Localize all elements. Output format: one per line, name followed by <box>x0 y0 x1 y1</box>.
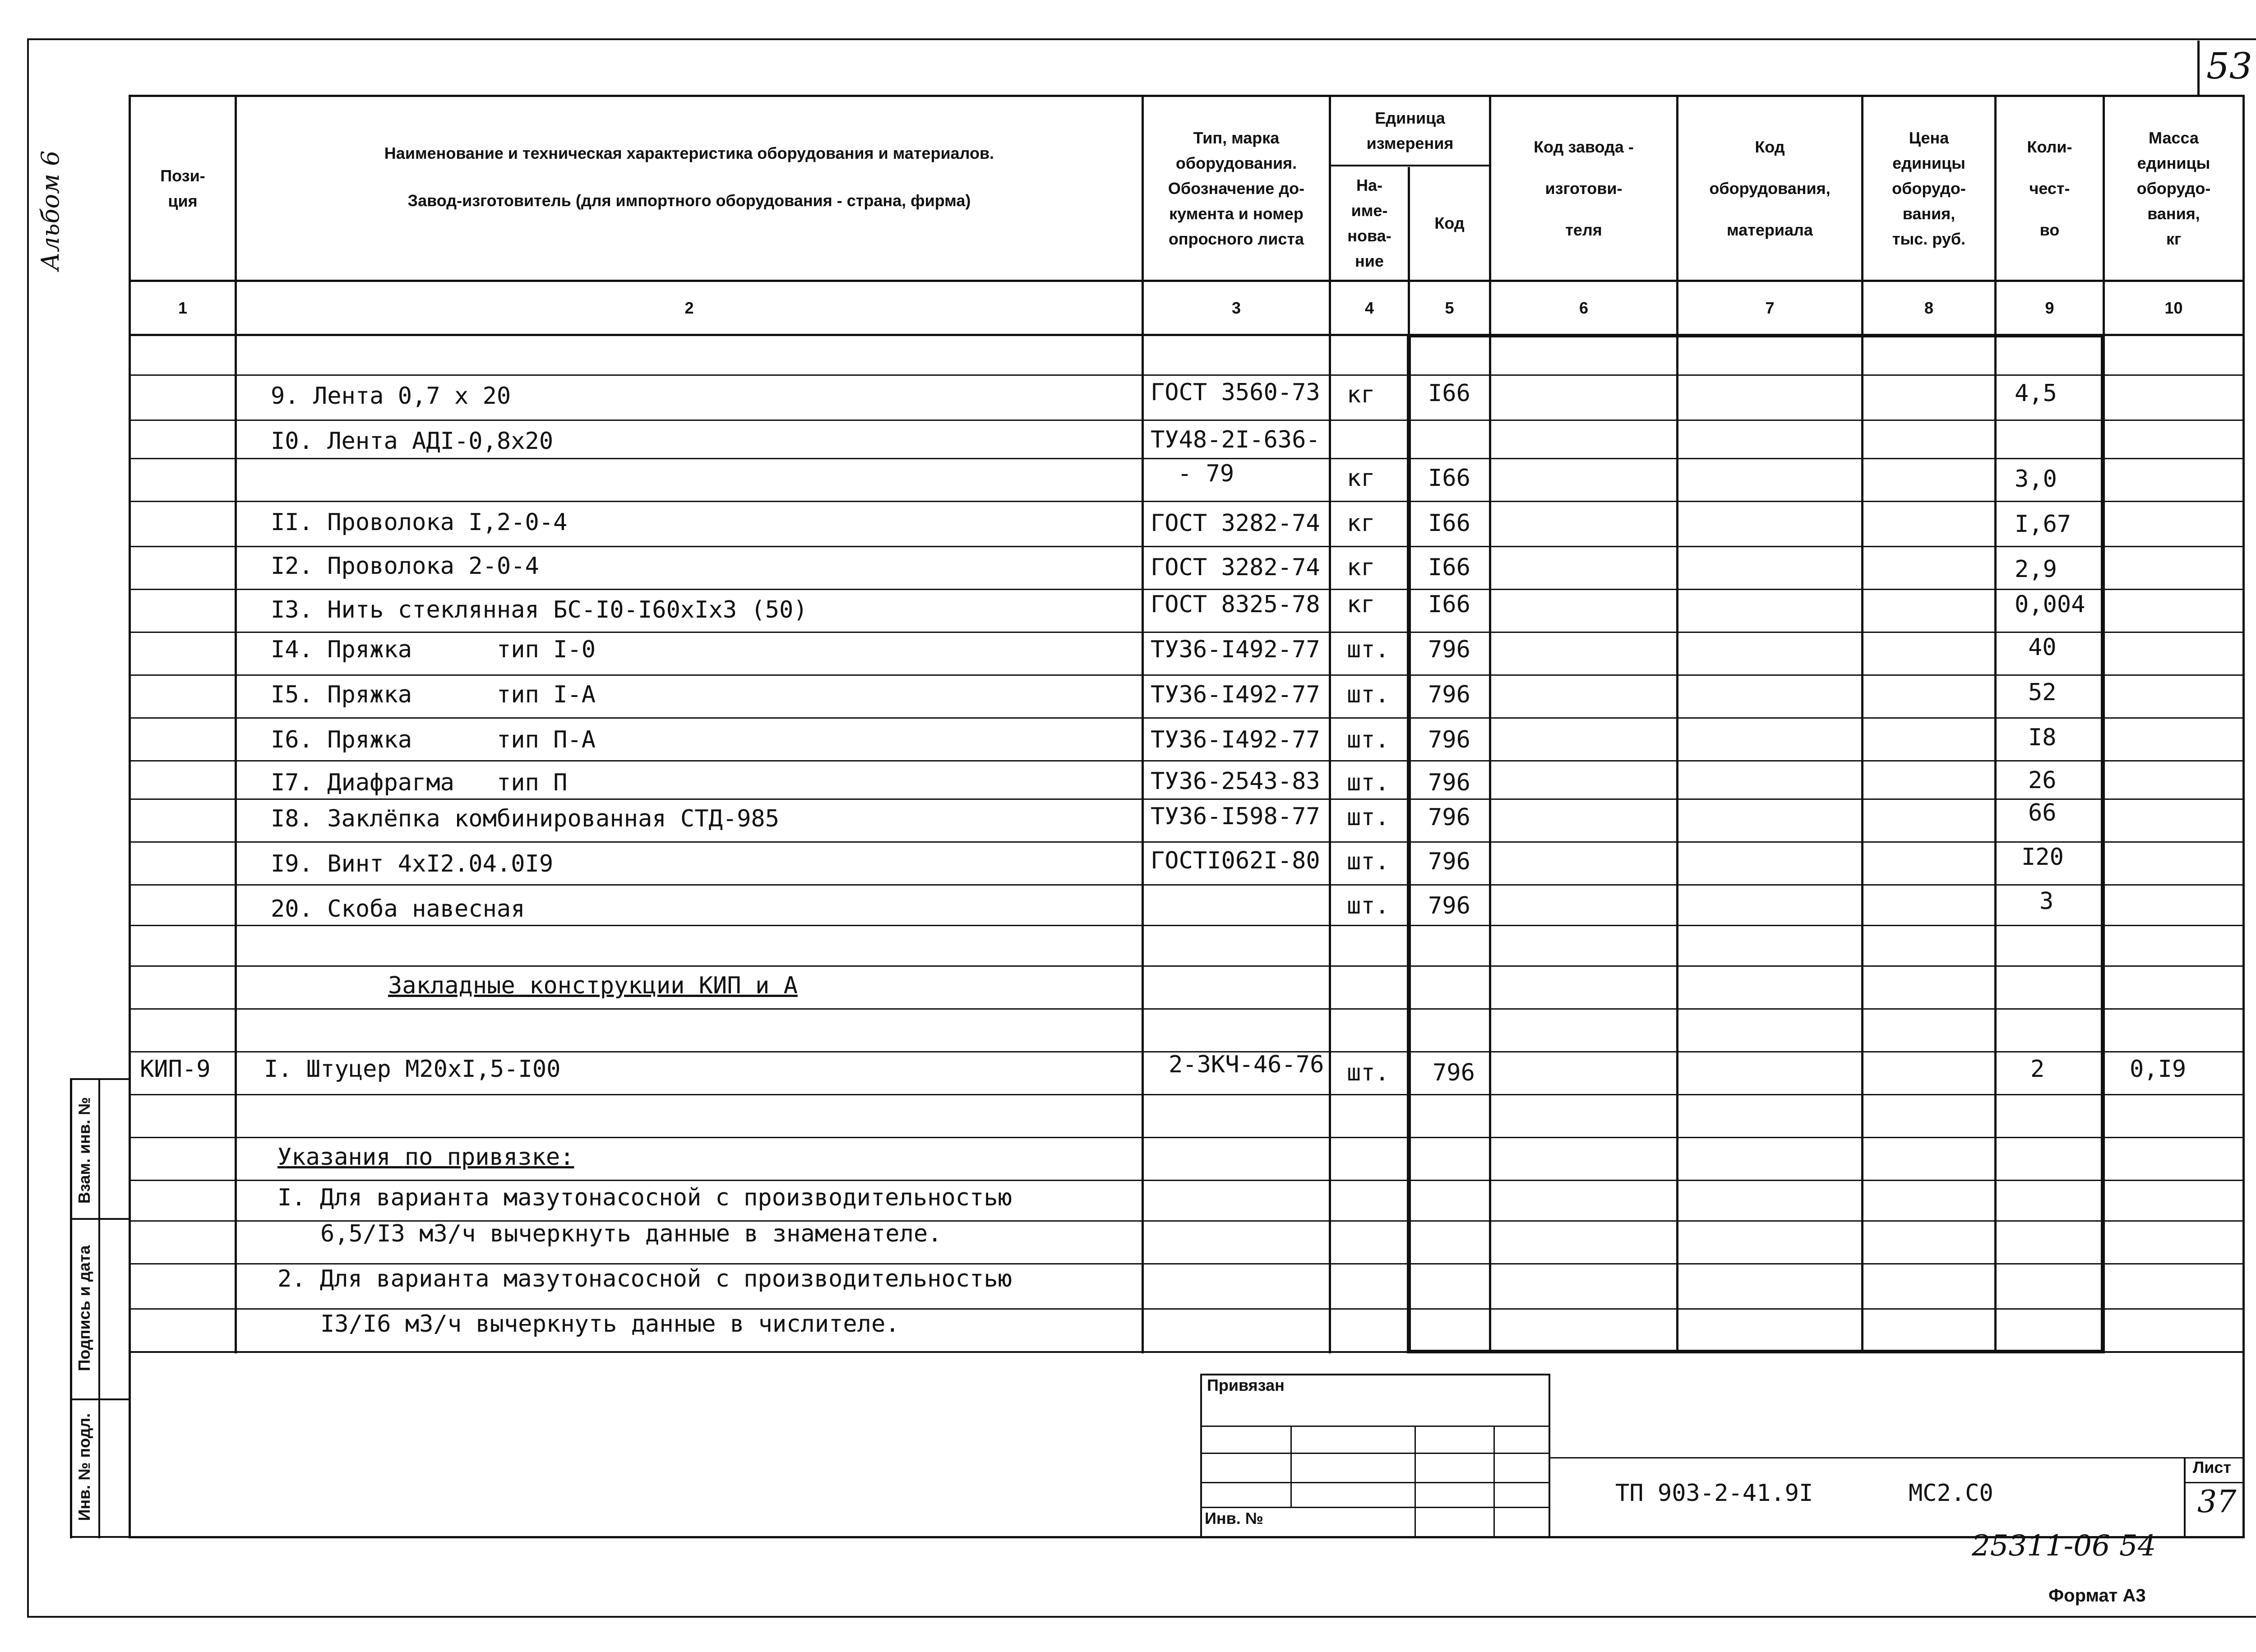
row-10b-unit: кг <box>1347 465 1375 492</box>
side-strip-sep1 <box>70 1218 131 1220</box>
row-10-doc: ТУ48-2I-636- <box>1151 426 1320 453</box>
section-title: Закладные конструкции КИП и А <box>388 972 798 999</box>
stamp-privyazan: Привязан <box>1207 1376 1285 1394</box>
row-line <box>131 546 2242 547</box>
header-col5: Код <box>1434 214 1465 232</box>
row-10b-doc: - 79 <box>1178 460 1234 487</box>
header-col8: Цена единицы оборудо- вания, тыс. руб. <box>1892 128 1966 248</box>
header-col10: Масса единицы оборудо- вания, кг <box>2136 128 2211 248</box>
kip-name: I. Штуцер М20хI,5-I00 <box>264 1056 561 1083</box>
row-line <box>131 674 2242 676</box>
notes-line4: I3/I6 м3/ч вычеркнуть данные в числителе. <box>320 1311 900 1338</box>
row-14-qty: 40 <box>2028 634 2057 661</box>
row-12-name: I2. Проволока 2-0-4 <box>271 553 539 580</box>
colnum-7: 7 <box>1765 298 1775 317</box>
row-9-qty: 4,5 <box>2015 380 2057 407</box>
notes-title: Указания по привязке: <box>277 1144 574 1171</box>
kip-doc: 2-ЗКЧ-46-76 <box>1169 1051 1324 1078</box>
row-line <box>131 501 2242 502</box>
list-box-sep <box>2184 1482 2245 1483</box>
notes-line2: 6,5/I3 м3/ч вычеркнуть данные в знаменателе. <box>320 1220 942 1247</box>
list-box-left <box>2184 1457 2186 1538</box>
row-11-doc: ГОСТ 3282-74 <box>1151 510 1320 537</box>
row-17-doc: ТУ36-2543-83 <box>1151 768 1320 795</box>
row-line <box>131 1308 2242 1310</box>
row-11-code: I66 <box>1428 510 1470 537</box>
row-line <box>131 1008 2242 1010</box>
row-20-name: 20. Скоба навесная <box>271 895 525 923</box>
row-20-code: 796 <box>1428 892 1470 919</box>
row-18-unit: шт. <box>1347 804 1389 831</box>
row-10b-qty: 3,0 <box>2015 466 2057 493</box>
row-18-code: 796 <box>1428 804 1470 831</box>
page-box-left <box>2197 41 2200 97</box>
side-label-podpis: Подпись и дата <box>75 1245 93 1371</box>
frame-top <box>27 38 2256 40</box>
header-col2-line2: Завод-изготовитель (для импортного оборудования - страна, фирма) <box>407 191 971 210</box>
header-col9: Коли- чест- во <box>2027 137 2072 239</box>
row-14-code: 796 <box>1428 636 1470 663</box>
stamp-doc-code: ТП 903-2-41.9I <box>1615 1480 1813 1507</box>
row-16-unit: шт. <box>1347 726 1389 753</box>
stamp-col <box>1493 1426 1495 1538</box>
header-col1: Пози- ция <box>160 166 205 210</box>
row-15-unit: шт. <box>1347 681 1389 708</box>
stamp-list-number: 37 <box>2197 1484 2237 1520</box>
row-line <box>131 717 2242 719</box>
bold-box-right <box>2101 334 2105 1353</box>
row-15-qty: 52 <box>2028 679 2057 706</box>
row-line <box>131 1094 2242 1095</box>
stamp-col <box>1415 1426 1416 1538</box>
row-20-unit: шт. <box>1347 892 1389 919</box>
title-block-top <box>1550 1457 2245 1458</box>
colnum-5: 5 <box>1445 298 1454 317</box>
row-19-unit: шт. <box>1347 848 1389 875</box>
row-11-name: II. Проволока I,2-0-4 <box>271 509 568 536</box>
row-13-code: I66 <box>1428 591 1470 618</box>
row-line <box>131 374 2242 376</box>
stamp-inv-no: Инв. № <box>1205 1509 1263 1527</box>
row-10-name: I0. Лента АДI-0,8х20 <box>271 428 554 455</box>
notes-line3: 2. Для варианта мазутонасосной с производительностью <box>277 1265 1012 1292</box>
row-9-doc: ГОСТ 3560-73 <box>1151 379 1320 406</box>
colnum-1: 1 <box>178 298 188 317</box>
notes-line1: I. Для варианта мазутонасосной с производительностью <box>277 1184 1012 1211</box>
unit-group-line <box>1329 165 1491 166</box>
row-16-qty: I8 <box>2028 724 2057 751</box>
row-17-code: 796 <box>1428 769 1470 796</box>
row-19-name: I9. Винт 4хI2.04.0I9 <box>271 850 554 877</box>
row-line <box>131 458 2242 459</box>
frame-bottom <box>27 1616 2256 1618</box>
colnum-2: 2 <box>684 298 694 317</box>
stamp-mark: МС2.С0 <box>1909 1480 1993 1507</box>
kip-pos: КИП-9 <box>140 1056 211 1083</box>
table-bottom <box>129 1536 2245 1538</box>
row-10b-code: I66 <box>1428 465 1470 492</box>
row-9-unit: кг <box>1347 381 1375 408</box>
row-line <box>131 925 2242 926</box>
row-line <box>131 420 2242 421</box>
row-14-unit: шт. <box>1347 636 1389 663</box>
header-col4: На- име- нова- ние <box>1347 176 1392 270</box>
row-15-name: I5. Пряжка тип I-А <box>271 681 596 708</box>
stamp-outer-top <box>1200 1374 1550 1375</box>
row-13-unit: кг <box>1347 591 1375 618</box>
row-15-code: 796 <box>1428 681 1470 708</box>
side-strip-top <box>70 1078 131 1080</box>
row-11-unit: кг <box>1347 510 1375 537</box>
colnum-3: 3 <box>1231 298 1241 317</box>
kip-unit: шт. <box>1347 1059 1389 1086</box>
row-18-qty: 66 <box>2028 799 2057 826</box>
bottom-number: 25311-06 54 <box>1972 1529 2156 1563</box>
header-col2-line1: Наименование и техническая характеристика оборудования и материалов. <box>384 144 994 162</box>
bold-box-left <box>1407 334 1411 1353</box>
row-18-name: I8. Заклёпка комбинированная СТД-985 <box>271 805 780 832</box>
row-13-doc: ГОСТ 8325-78 <box>1151 591 1320 618</box>
row-19-code: 796 <box>1428 848 1470 875</box>
row-13-name: I3. Нить стеклянная БС-I0-I60хIх3 (50) <box>271 596 808 623</box>
side-label-inv-podl: Инв. № подл. <box>75 1413 93 1521</box>
row-line <box>131 798 2242 800</box>
stamp-outer-right <box>1549 1374 1550 1538</box>
stamp-outer-left <box>1200 1374 1202 1538</box>
format-label: Формат А3 <box>2048 1586 2146 1606</box>
album-label: Альбом 6 <box>36 150 65 271</box>
stamp-list-label: Лист <box>2193 1458 2232 1477</box>
row-15-doc: ТУ36-I492-77 <box>1151 681 1320 708</box>
row-line <box>131 841 2242 843</box>
stamp-col <box>1290 1426 1292 1507</box>
row-line <box>131 1263 2242 1264</box>
row-14-name: I4. Пряжка тип I-0 <box>271 636 596 663</box>
row-17-name: I7. Диафрагма тип П <box>271 769 568 796</box>
header-col6: Код завода - изготови- теля <box>1534 137 1634 239</box>
colnum-9: 9 <box>2045 298 2054 317</box>
row-line <box>131 884 2242 886</box>
row-9-name: 9. Лента 0,7 х 20 <box>271 383 511 410</box>
row-12-qty: 2,9 <box>2015 556 2057 583</box>
row-line <box>131 1180 2242 1181</box>
kip-mass: 0,I9 <box>2130 1056 2187 1083</box>
row-17-qty: 26 <box>2028 767 2057 794</box>
row-12-unit: кг <box>1347 554 1375 581</box>
row-13-qty: 0,004 <box>2015 591 2085 618</box>
page-number: 53 <box>2206 45 2252 87</box>
row-line <box>131 965 2242 967</box>
row-19-doc: ГОСТI062I-80 <box>1151 847 1320 874</box>
row-16-name: I6. Пряжка тип П-А <box>271 726 596 753</box>
row-14-doc: ТУ36-I492-77 <box>1151 636 1320 663</box>
row-16-code: 796 <box>1428 726 1470 753</box>
colnum-10: 10 <box>2164 298 2183 317</box>
row-line <box>131 632 2242 633</box>
row-20-qty: 3 <box>2039 888 2054 915</box>
header-unit-group: Единица измерения <box>1366 109 1454 152</box>
row-9-code: I66 <box>1428 380 1470 407</box>
stamp-row <box>1200 1453 1550 1454</box>
kip-code: 796 <box>1433 1059 1475 1086</box>
header-col3: Тип, марка оборудования. Обозначение до- кумента и номер опросного листа <box>1168 128 1305 248</box>
frame-left <box>27 38 29 1617</box>
stamp-row <box>1200 1482 1550 1483</box>
row-line <box>131 589 2242 590</box>
stamp-row <box>1200 1426 1550 1427</box>
row-line <box>131 760 2242 761</box>
stamp-row <box>1200 1507 1550 1508</box>
row-11-qty: I,67 <box>2015 511 2071 538</box>
colnum-4: 4 <box>1364 298 1374 317</box>
table-right <box>2242 95 2245 1538</box>
row-17-unit: шт. <box>1347 769 1389 796</box>
row-12-code: I66 <box>1428 554 1470 581</box>
table-body-bottom <box>129 1351 2245 1353</box>
colnum-8: 8 <box>1924 298 1934 317</box>
row-line <box>131 1137 2242 1138</box>
row-18-doc: ТУ36-I598-77 <box>1151 803 1320 830</box>
row-12-doc: ГОСТ 3282-74 <box>1151 554 1320 581</box>
row-16-doc: ТУ36-I492-77 <box>1151 726 1320 753</box>
row-19-qty: I20 <box>2021 844 2064 871</box>
side-label-vzam: Взам. инв. № <box>75 1097 93 1204</box>
colnum-6: 6 <box>1579 298 1589 317</box>
kip-qty: 2 <box>2030 1056 2045 1083</box>
side-strip-mid <box>98 1078 100 1538</box>
colnum-bottom <box>129 334 2245 336</box>
header-col7: Код оборудования, материала <box>1709 137 1831 239</box>
